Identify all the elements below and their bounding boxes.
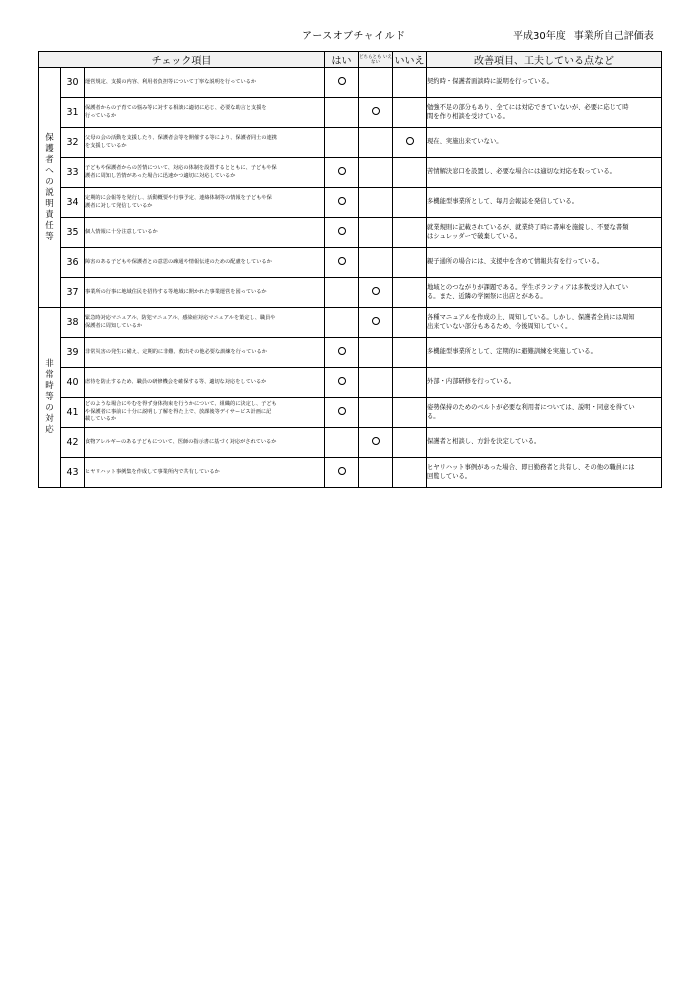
answer-neutral-cell — [359, 218, 393, 248]
table-row — [39, 308, 662, 338]
answer-no-cell — [393, 458, 427, 488]
circle-mark-icon — [372, 437, 380, 445]
improvement-note: 多機能型事業所として、毎月会報誌を発信している。 — [427, 188, 662, 218]
answer-no-cell — [393, 188, 427, 218]
circle-mark-icon — [338, 227, 346, 235]
table-row — [39, 338, 662, 368]
check-item-text: 非常災害の発生に備え、定期的に非難、救出その他必要な訓練を行っているか — [85, 338, 325, 368]
improvement-note: 保護者と相談し、方針を決定している。 — [427, 428, 662, 458]
answer-yes-cell — [325, 68, 359, 98]
check-item-text: 運営規定、支援の内容、利用者負担等について丁寧な説明を行っているか — [85, 68, 325, 98]
check-item-text: 定期的に会報等を発行し、活動概要や行事予定、連絡体制等の情報を子どもや保 護者に対して発信しているか — [85, 188, 325, 218]
col-check-item: チェック項目 — [39, 52, 325, 68]
improvement-note: 契約時・保護者面談時に説明を行っている。 — [427, 68, 662, 98]
circle-mark-icon — [372, 107, 380, 115]
item-number: 33 — [61, 158, 85, 188]
improvement-note: 勉強不足の部分もあり、全てには対応できていないが、必要に応じて時 間を作り相談を受けている。 — [427, 98, 662, 128]
answer-no-cell — [393, 308, 427, 338]
answer-neutral-cell — [359, 398, 393, 428]
answer-yes-cell — [325, 98, 359, 128]
organization-name: アースオブチャイルド — [302, 31, 406, 42]
improvement-note: ヒヤリハット事例があった場合、即日勤務者と共有し、その他の職員には 回覧している。 — [427, 458, 662, 488]
table-row — [39, 188, 662, 218]
section-label-text: 非常時等の対応 — [45, 359, 54, 435]
check-item-text: 子どもや保護者からの苦情について、対応の体制を設置するとともに、子どもや保 護者に周知し苦情があった場合に迅速かつ適切に対応しているか — [85, 158, 325, 188]
answer-neutral-cell — [359, 248, 393, 278]
col-yes: はい — [325, 52, 359, 68]
answer-neutral-cell — [359, 278, 393, 308]
answer-yes-cell — [325, 338, 359, 368]
section-label — [39, 68, 61, 308]
document-title — [513, 27, 662, 42]
circle-mark-icon — [338, 377, 346, 385]
table-row — [39, 68, 662, 98]
table-row — [39, 128, 662, 158]
header-row — [39, 52, 662, 68]
improvement-note: 姿勢保持のためのベルトが必要な利用者については、説明・同意を得てい る。 — [427, 398, 662, 428]
improvement-note: 就業規則に記載されているが、就業終了時に書庫を施錠し、不要な書類 はシュレッダーで破棄している。 — [427, 218, 662, 248]
item-number: 36 — [61, 248, 85, 278]
circle-mark-icon — [372, 317, 380, 325]
answer-no-cell — [393, 398, 427, 428]
improvement-note: 親子通所の場合には、支援中を含めて情報共有を行っている。 — [427, 248, 662, 278]
item-number: 31 — [61, 98, 85, 128]
evaluation-table — [38, 51, 662, 488]
improvement-note: 多機能型事業所として、定期的に避難訓練を実施している。 — [427, 338, 662, 368]
circle-mark-icon — [406, 137, 414, 145]
table-row — [39, 398, 662, 428]
table-row — [39, 158, 662, 188]
circle-mark-icon — [372, 287, 380, 295]
check-item-text: 食物アレルギーのある子どもについて、医師の指示書に基づく対応がされているか — [85, 428, 325, 458]
answer-neutral-cell — [359, 128, 393, 158]
section-label-text: 保護者への説明責任等 — [45, 132, 54, 242]
circle-mark-icon — [338, 347, 346, 355]
answer-neutral-cell — [359, 158, 393, 188]
check-item-text: 父母の会の活動を支援したり、保護者会等を開催する等により、保護者同士の連携 を支援しているか — [85, 128, 325, 158]
answer-no-cell — [393, 368, 427, 398]
answer-no-cell — [393, 248, 427, 278]
answer-no-cell — [393, 98, 427, 128]
item-number: 41 — [61, 398, 85, 428]
improvement-note: 各種マニュアルを作成の上、周知している。しかし、保護者全員には周知 出来ていない部分もあるため、今後周知していく。 — [427, 308, 662, 338]
answer-yes-cell — [325, 128, 359, 158]
answer-yes-cell — [325, 158, 359, 188]
answer-no-cell — [393, 158, 427, 188]
improvement-note: 外部・内部研修を行っている。 — [427, 368, 662, 398]
answer-no-cell — [393, 68, 427, 98]
col-no: いいえ — [393, 52, 427, 68]
fiscal-year: 平成30年度 — [513, 31, 566, 42]
check-item-text: 緊急時対応マニュアル、防犯マニュアル、感染症対応マニュアルを策定し、職員や 保護者に周知しているか — [85, 308, 325, 338]
improvement-note: 苦情解決窓口を設置し、必要な場合には適切な対応を取っている。 — [427, 158, 662, 188]
answer-neutral-cell — [359, 68, 393, 98]
answer-yes-cell — [325, 248, 359, 278]
answer-yes-cell — [325, 458, 359, 488]
answer-yes-cell — [325, 428, 359, 458]
table-row — [39, 218, 662, 248]
circle-mark-icon — [338, 77, 346, 85]
item-number: 40 — [61, 368, 85, 398]
item-number: 32 — [61, 128, 85, 158]
answer-neutral-cell — [359, 368, 393, 398]
col-improvement: 改善項目、工夫している点など — [427, 52, 662, 68]
item-number: 42 — [61, 428, 85, 458]
answer-yes-cell — [325, 218, 359, 248]
answer-neutral-cell — [359, 98, 393, 128]
check-item-text: 障害のある子どもや保護者との意思の疎通や情報伝達のための配慮をしているか — [85, 248, 325, 278]
answer-no-cell — [393, 218, 427, 248]
answer-no-cell — [393, 278, 427, 308]
answer-yes-cell — [325, 278, 359, 308]
check-item-text: 保護者からの子育ての悩み等に対する相談に適切に応じ、必要な助言と支援を 行っているか — [85, 98, 325, 128]
item-number: 38 — [61, 308, 85, 338]
check-item-text: ヒヤリハット事例集を作成して事業所内で共有しているか — [85, 458, 325, 488]
table-row — [39, 368, 662, 398]
circle-mark-icon — [338, 167, 346, 175]
check-item-text: 事業所の行事に地域住民を招待する等地域に開かれた事業運営を図っているか — [85, 278, 325, 308]
item-number: 43 — [61, 458, 85, 488]
answer-no-cell — [393, 338, 427, 368]
answer-neutral-cell — [359, 338, 393, 368]
item-number: 35 — [61, 218, 85, 248]
table-row — [39, 98, 662, 128]
item-number: 39 — [61, 338, 85, 368]
circle-mark-icon — [338, 467, 346, 475]
check-item-text: どのような場合にやむを得ず身体拘束を行うかについて、組織的に決定し、子ども や保護者に事前に十分に説明し了解を得た上で、放課後等デイサービス計画に記 載しているか — [85, 398, 325, 428]
table-row — [39, 428, 662, 458]
col-neutral: どちらとも いえない — [359, 52, 393, 68]
answer-yes-cell — [325, 308, 359, 338]
circle-mark-icon — [338, 257, 346, 265]
table-row — [39, 248, 662, 278]
item-number: 37 — [61, 278, 85, 308]
answer-yes-cell — [325, 398, 359, 428]
item-number: 30 — [61, 68, 85, 98]
answer-yes-cell — [325, 188, 359, 218]
answer-neutral-cell — [359, 458, 393, 488]
section-label — [39, 308, 61, 488]
answer-neutral-cell — [359, 428, 393, 458]
answer-neutral-cell — [359, 308, 393, 338]
answer-no-cell — [393, 428, 427, 458]
circle-mark-icon — [338, 197, 346, 205]
title-text: 事業所自己評価表 — [573, 31, 654, 42]
answer-no-cell — [393, 128, 427, 158]
improvement-note: 地域とのつながりが課題である。学生ボランティアは多数受け入れてい る。また、近隣の学園祭に出店とがある。 — [427, 278, 662, 308]
item-number: 34 — [61, 188, 85, 218]
answer-yes-cell — [325, 368, 359, 398]
table-row — [39, 278, 662, 308]
table-row — [39, 458, 662, 488]
check-item-text: 虐待を防止するため、職員の研修機会を確保する等、適切な対応をしているか — [85, 368, 325, 398]
circle-mark-icon — [338, 407, 346, 415]
improvement-note: 現在、実施出来ていない。 — [427, 128, 662, 158]
check-item-text: 個人情報に十分注意しているか — [85, 218, 325, 248]
answer-neutral-cell — [359, 188, 393, 218]
